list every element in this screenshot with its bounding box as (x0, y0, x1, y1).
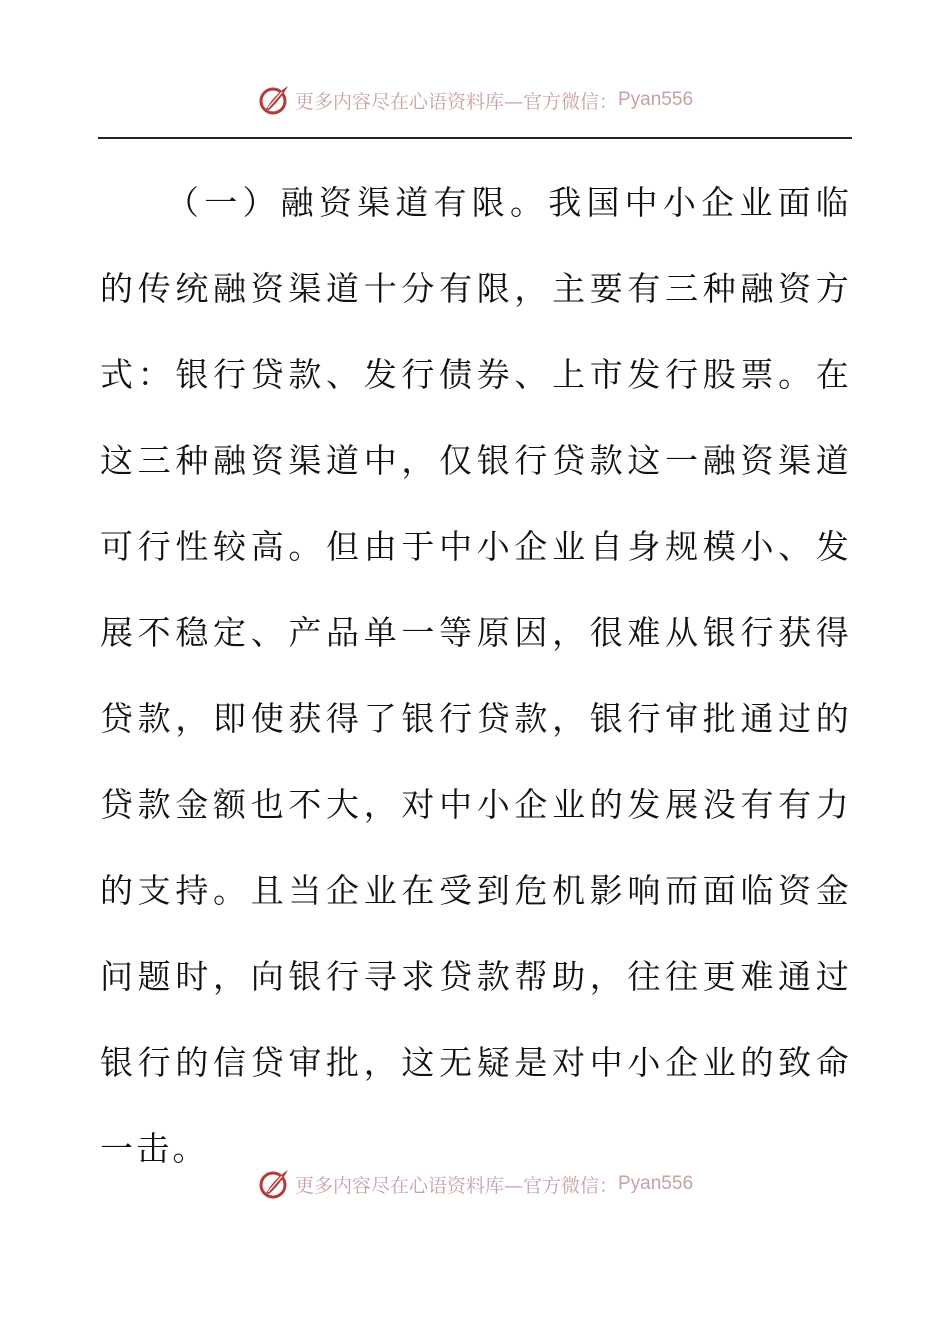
footer-banner-content (257, 1167, 693, 1201)
footer-banner-text: 更多内容尽在心语资料库—官方微信： (294, 1174, 618, 1197)
footer-banner (0, 1164, 950, 1204)
header-banner-text: 更多内容尽在心语资料库—官方微信： (294, 90, 618, 113)
quill-pen-icon (257, 83, 291, 117)
header-banner-content (257, 83, 693, 117)
header-banner (0, 80, 950, 120)
header-wechat-id: Pyan556 (618, 89, 694, 110)
header-divider (98, 137, 852, 139)
body-paragraph: （一）融资渠道有限。我国中小企业面临的传统融资渠道十分有限，主要有三种融资方式：银行贷款、发行债券、上市发行股票。在这三种融资渠道中，仅银行贷款这一融资渠道可行性较高。但由于中小企业自身规模小、发展不稳定、产品单一等原因，很难从银行获得贷款，即使获得了银行贷款，银行审批通过的贷款金额也不大，对中小企业的发展没有有力的支持。且当企业在受到危机影响而面临资金问题时，向银行寻求贷款帮助，往往更难通过银行的信贷审批，这无疑是对中小企业的致命一击。 (100, 183, 852, 1168)
footer-wechat-id: Pyan556 (618, 1173, 694, 1194)
quill-pen-icon (257, 1167, 291, 1201)
